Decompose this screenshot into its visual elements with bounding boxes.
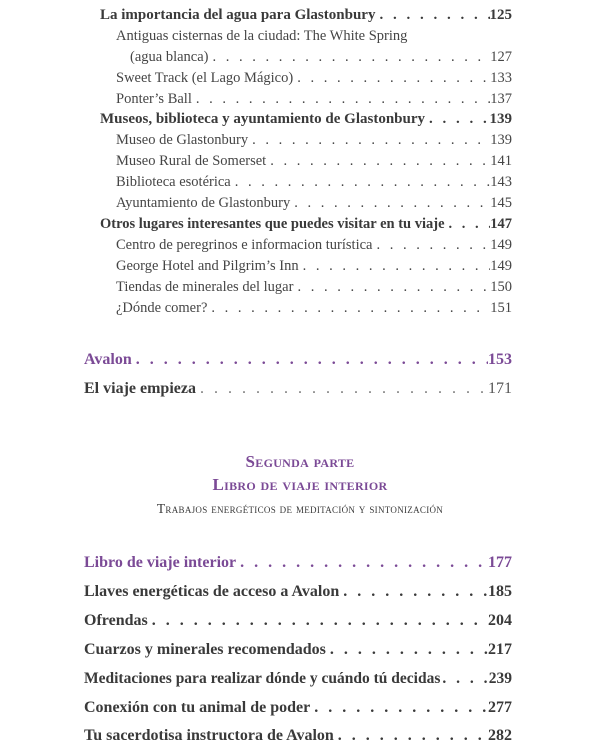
toc-entry-label: Cuarzos y minerales recomendados: [84, 641, 326, 658]
toc-entry-label: Ofrendas: [84, 612, 148, 629]
toc-entry-label: Llaves energéticas de acceso a Avalon: [84, 583, 340, 600]
toc-entry[interactable]: [116, 91, 512, 108]
toc-entry-page: 282: [488, 727, 512, 744]
toc-entry-page: 137: [490, 91, 512, 107]
toc-entry-label: Conexión con tu animal de poder: [84, 699, 311, 716]
part-heading: Segunda parte: [245, 452, 355, 471]
toc-entry-page: 153: [488, 351, 512, 368]
dot-leader: [334, 727, 488, 745]
toc-entry-label: Biblioteca esotérica: [116, 174, 231, 190]
toc-entry-page: 171: [488, 380, 512, 397]
toc-entry-label: Centro de peregrinos e informacion turística: [116, 237, 373, 253]
toc-entry-label: Libro de viaje interior: [84, 554, 237, 571]
toc-entry[interactable]: [116, 153, 512, 170]
dot-leader: [196, 380, 488, 398]
dot-leader: [326, 641, 488, 659]
toc-entry-page: 149: [490, 237, 512, 253]
toc-entry[interactable]: [116, 195, 512, 212]
toc-entry-label: Museo de Glastonbury: [116, 132, 249, 148]
toc-entry[interactable]: [116, 300, 512, 317]
toc-entry[interactable]: [116, 132, 512, 149]
toc-entry-label: ¿Dónde comer?: [116, 300, 208, 316]
toc-entry[interactable]: [116, 70, 512, 87]
toc-entry[interactable]: [84, 583, 512, 601]
dot-leader: [339, 583, 488, 601]
toc-entry-label: George Hotel and Pilgrim’s Inn: [116, 258, 299, 274]
toc-entry-page: 151: [490, 300, 512, 316]
toc-entry-page: 239: [488, 670, 512, 687]
toc-entry[interactable]: [84, 641, 512, 659]
part-subtitle: Trabajos energéticos de meditación y sintonización: [156, 501, 444, 516]
toc-entry-label: Avalon: [84, 351, 132, 368]
dot-leader: [231, 174, 491, 191]
dot-leader: [132, 351, 488, 369]
dot-leader: [440, 670, 488, 688]
toc-entry[interactable]: [130, 49, 512, 66]
toc-entry-continuation: (agua blanca): [130, 49, 209, 65]
toc-entry-label: Sweet Track (el Lago Mágico): [116, 70, 294, 86]
toc-entry-label[interactable]: Antiguas cisternas de la ciudad: The White Spring: [116, 28, 408, 44]
dot-leader: [248, 132, 490, 149]
toc-entry-page: 177: [488, 554, 512, 571]
toc-entry-page: 139: [490, 132, 512, 148]
toc-entry-label: La importancia del agua para Glastonbury: [100, 7, 376, 23]
toc-entry-page: 127: [490, 49, 512, 65]
dot-leader: [375, 7, 489, 24]
toc-entry-page: 133: [490, 70, 512, 86]
toc-entry[interactable]: [84, 699, 512, 717]
dot-leader: [192, 91, 490, 108]
dot-leader: [207, 300, 490, 317]
toc-entry[interactable]: [116, 237, 512, 254]
dot-leader: [372, 237, 490, 254]
dot-leader: [299, 258, 491, 275]
dot-leader: [293, 70, 490, 87]
toc-entry-page: 204: [488, 612, 512, 629]
toc-entry[interactable]: [84, 670, 512, 688]
toc-entry-page: 217: [488, 641, 512, 658]
toc-entry[interactable]: [116, 174, 512, 191]
toc-entry[interactable]: [100, 7, 512, 24]
toc-entry-label: Otros lugares interesantes que puedes visitar en tu viaje: [100, 216, 445, 232]
dot-leader: [310, 699, 488, 717]
toc-entry-page: 185: [488, 583, 512, 600]
toc-entry[interactable]: [100, 111, 512, 128]
dot-leader: [209, 49, 491, 66]
toc-entry-label: Ponter’s Ball: [116, 91, 192, 107]
toc-entry-page: 150: [490, 279, 512, 295]
toc-entry-el-viaje[interactable]: [84, 380, 512, 398]
dot-leader: [290, 195, 490, 212]
dot-leader: [148, 612, 488, 630]
toc-entry-label: El viaje empieza: [84, 380, 196, 397]
toc-entry-label: Tu sacerdotisa instructora de Avalon: [84, 727, 334, 744]
toc-entry[interactable]: [116, 258, 512, 275]
toc-entry-label: Museos, biblioteca y ayuntamiento de Glastonbury: [100, 111, 426, 127]
toc-entry[interactable]: [84, 554, 512, 572]
dot-leader: [445, 216, 491, 233]
part-title: Libro de viaje interior: [212, 475, 388, 494]
toc-entry-page: 147: [490, 216, 512, 232]
toc-entry-page: 149: [490, 258, 512, 274]
toc-entry-page: 139: [489, 111, 512, 127]
toc-entry-page: 145: [490, 195, 512, 211]
toc-entry[interactable]: [116, 279, 512, 296]
dot-leader: [293, 279, 490, 296]
toc-entry-page: 277: [488, 699, 512, 716]
toc-entry-label: Ayuntamiento de Glastonbury: [116, 195, 291, 211]
toc-entry-label: Meditaciones para realizar dónde y cuándo tú decidas: [84, 670, 441, 687]
dot-leader: [425, 111, 489, 128]
dot-leader: [266, 153, 490, 170]
toc-entry-label: Museo Rural de Somerset: [116, 153, 267, 169]
toc-entry-avalon[interactable]: [84, 351, 512, 369]
toc-entry[interactable]: [84, 612, 512, 630]
toc-entry[interactable]: [100, 216, 512, 233]
toc-entry-page: 125: [489, 7, 512, 23]
toc-entry-page: 141: [490, 153, 512, 169]
toc-entry-page: 143: [490, 174, 512, 190]
toc-entry-label: Tiendas de minerales del lugar: [116, 279, 294, 295]
dot-leader: [236, 554, 488, 572]
toc-entry[interactable]: [84, 727, 512, 745]
